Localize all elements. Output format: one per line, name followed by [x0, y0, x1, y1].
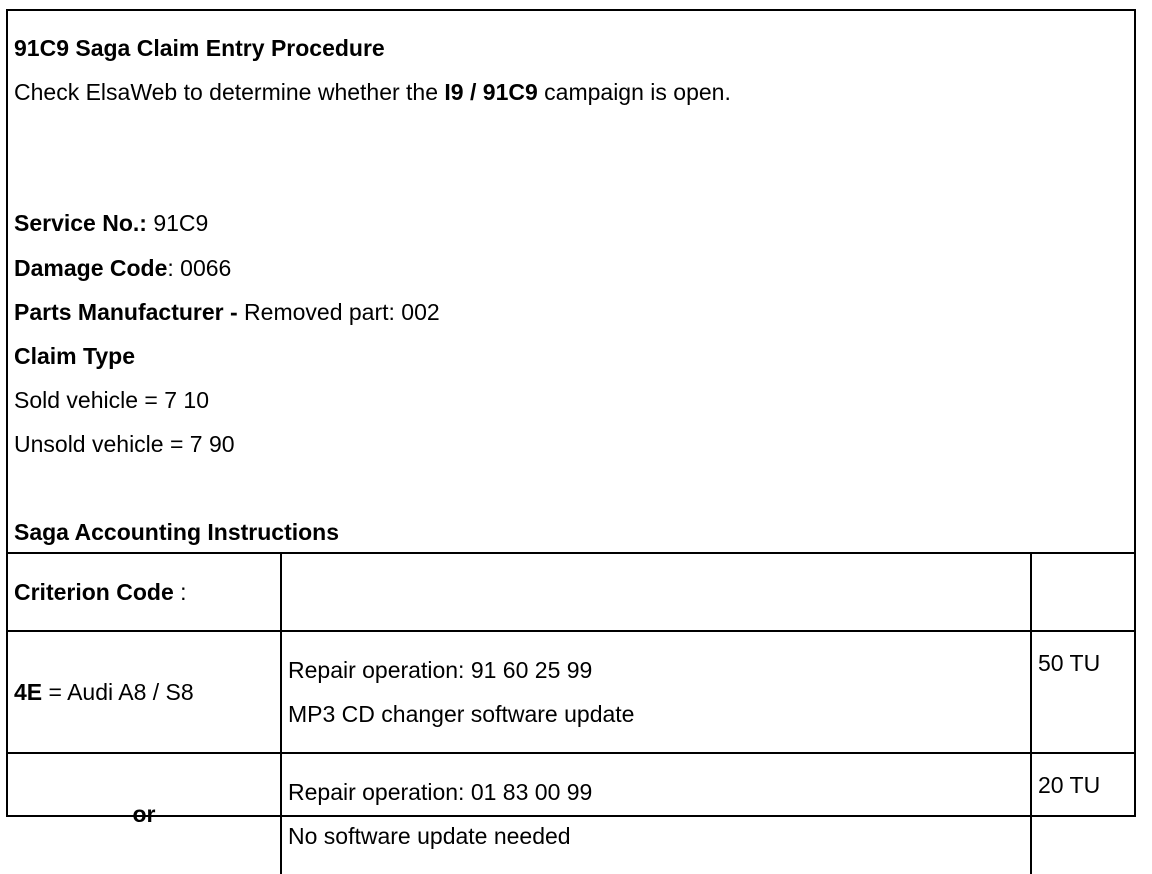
- damage-code-label: Damage Code: [14, 255, 168, 281]
- operation-cell: [281, 631, 1031, 753]
- document-title: 91C9 Saga Claim Entry Procedure: [14, 35, 385, 61]
- time-units-cell: 20 TU: [1031, 753, 1134, 874]
- parts-manufacturer-line: [14, 298, 440, 326]
- table-header-row: [8, 553, 1134, 631]
- service-no-line: [14, 209, 208, 237]
- intro-text: [14, 78, 731, 106]
- repair-operation: Repair operation: 91 60 25 99: [288, 657, 593, 683]
- intro-after: campaign is open.: [537, 79, 731, 105]
- parts-manufacturer-value: Removed part: 002: [237, 299, 440, 325]
- service-no-value: 91C9: [146, 210, 209, 236]
- criterion-or-cell: or: [8, 753, 281, 874]
- operation-header-cell: [281, 553, 1031, 631]
- criterion-code-suffix: :: [173, 578, 187, 605]
- claim-procedure-document: [6, 9, 1136, 849]
- accounting-heading: Saga Accounting Instructions: [14, 519, 340, 545]
- damage-code-line: [14, 254, 231, 282]
- criterion-desc: = Audi A8 / S8: [42, 678, 194, 705]
- tu-header-cell: [1031, 553, 1134, 631]
- criterion-code: 4E: [14, 678, 43, 705]
- service-no-label: Service No.:: [14, 210, 147, 236]
- criterion-cell: [8, 631, 281, 753]
- claim-type-sold: Sold vehicle = 7 10: [14, 387, 209, 413]
- parts-manufacturer-label: Parts Manufacturer -: [14, 299, 238, 325]
- table-row: [8, 753, 1134, 874]
- intro-before: Check ElsaWeb to determine whether the: [14, 79, 445, 105]
- claim-type-unsold: Unsold vehicle = 7 90: [14, 431, 235, 457]
- table-row: [8, 631, 1134, 753]
- claim-type-label: Claim Type: [14, 343, 135, 369]
- damage-code-value: : 0066: [167, 255, 232, 281]
- time-units-cell: 50 TU: [1031, 631, 1134, 753]
- operation-description: No software update needed: [288, 823, 571, 849]
- operation-description: MP3 CD changer software update: [288, 701, 635, 727]
- criterion-code-header: [8, 553, 281, 631]
- repair-operation: Repair operation: 01 83 00 99: [288, 779, 593, 805]
- criterion-code-label: Criterion Code: [14, 578, 174, 605]
- campaign-code: I9 / 91C9: [444, 79, 538, 105]
- operation-cell: [281, 753, 1031, 874]
